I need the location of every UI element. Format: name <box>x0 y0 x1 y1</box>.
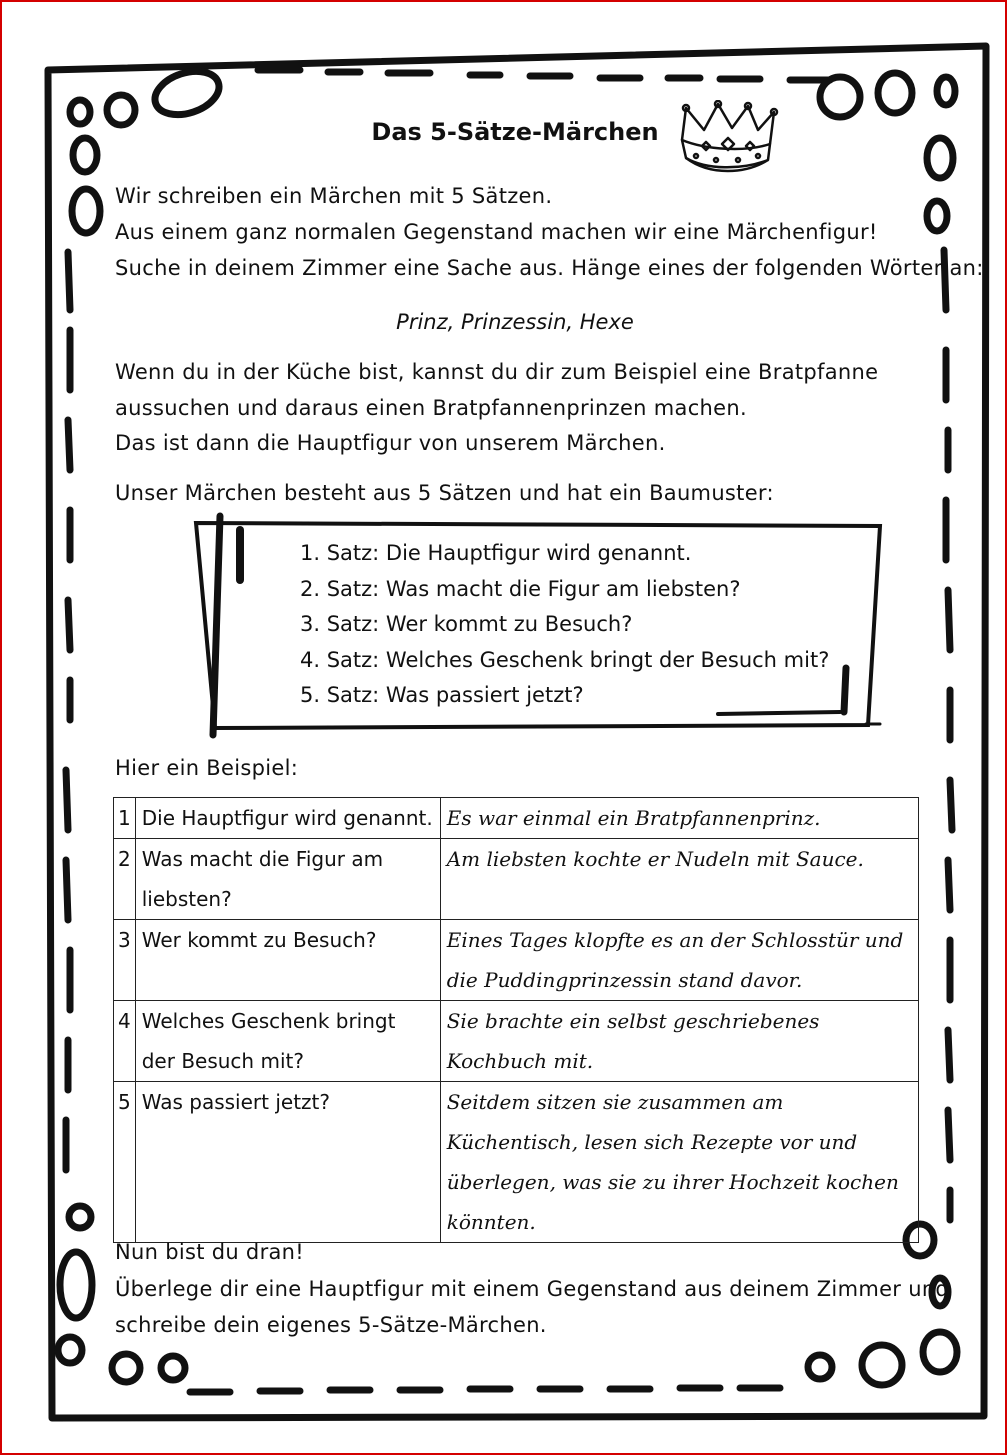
table-row <box>114 1082 919 1243</box>
example-heading: Hier ein Beispiel: <box>115 756 299 780</box>
example-intro-line-2: aussuchen und daraus einen Bratpfannenprinzen machen. <box>115 396 747 420</box>
row-answer: Es war einmal ein Bratpfannenprinz. <box>440 798 918 839</box>
example-intro-line-1: Wenn du in der Küche bist, kannst du dir zum Beispiel eine Bratpfanne <box>115 360 879 384</box>
pattern-step-3: 3. Satz: Wer kommt zu Besuch? <box>300 612 633 636</box>
pattern-step-2: 2. Satz: Was macht die Figur am liebsten? <box>300 577 741 601</box>
row-number: 2 <box>114 839 136 920</box>
outro-line-2: Überlege dir eine Hauptfigur mit einem Gegenstand aus deinem Zimmer und <box>115 1277 950 1301</box>
row-answer: Eines Tages klopfte es an der Schlosstür und die Puddingprinzessin stand davor. <box>440 920 918 1001</box>
pattern-step-5: 5. Satz: Was passiert jetzt? <box>300 683 584 707</box>
row-answer: Am liebsten kochte er Nudeln mit Sauce. <box>440 839 918 920</box>
intro-line-2: Aus einem ganz normalen Gegenstand machen wir eine Märchenfigur! <box>115 220 878 244</box>
row-number: 3 <box>114 920 136 1001</box>
row-question: Die Hauptfigur wird genannt. <box>135 798 440 839</box>
row-number: 1 <box>114 798 136 839</box>
table-row <box>114 798 919 839</box>
row-answer: Seitdem sitzen sie zusammen am Küchentisch, lesen sich Rezepte vor und überlegen, was sie zu ihrer Hochzeit kochen könnten. <box>440 1082 918 1243</box>
row-question: Welches Geschenk bringt der Besuch mit? <box>135 1001 440 1082</box>
row-question: Was macht die Figur am liebsten? <box>135 839 440 920</box>
table-row <box>114 1001 919 1082</box>
row-question: Wer kommt zu Besuch? <box>135 920 440 1001</box>
suffix-words: Prinz, Prinzessin, Hexe <box>396 310 634 334</box>
outro-line-1: Nun bist du dran! <box>115 1240 304 1264</box>
table-row <box>114 839 919 920</box>
example-intro-line-3: Das ist dann die Hauptfigur von unserem Märchen. <box>115 431 666 455</box>
row-answer: Sie brachte ein selbst geschriebenes Kochbuch mit. <box>440 1001 918 1082</box>
pattern-step-1: 1. Satz: Die Hauptfigur wird genannt. <box>300 541 692 565</box>
row-number: 5 <box>114 1082 136 1243</box>
crown-icon <box>676 100 780 178</box>
pattern-intro: Unser Märchen besteht aus 5 Sätzen und hat ein Baumuster: <box>115 481 774 505</box>
intro-line-1: Wir schreiben ein Märchen mit 5 Sätzen. <box>115 184 553 208</box>
row-question: Was passiert jetzt? <box>135 1082 440 1243</box>
row-number: 4 <box>114 1001 136 1082</box>
page-title: Das 5-Sätze-Märchen <box>371 118 659 146</box>
intro-line-3: Suche in deinem Zimmer eine Sache aus. Hänge eines der folgenden Wörter an: <box>115 256 984 280</box>
pattern-step-4: 4. Satz: Welches Geschenk bringt der Besuch mit? <box>300 648 830 672</box>
outro-line-3: schreibe dein eigenes 5-Sätze-Märchen. <box>115 1313 547 1337</box>
table-row <box>114 920 919 1001</box>
example-table <box>113 797 919 1243</box>
